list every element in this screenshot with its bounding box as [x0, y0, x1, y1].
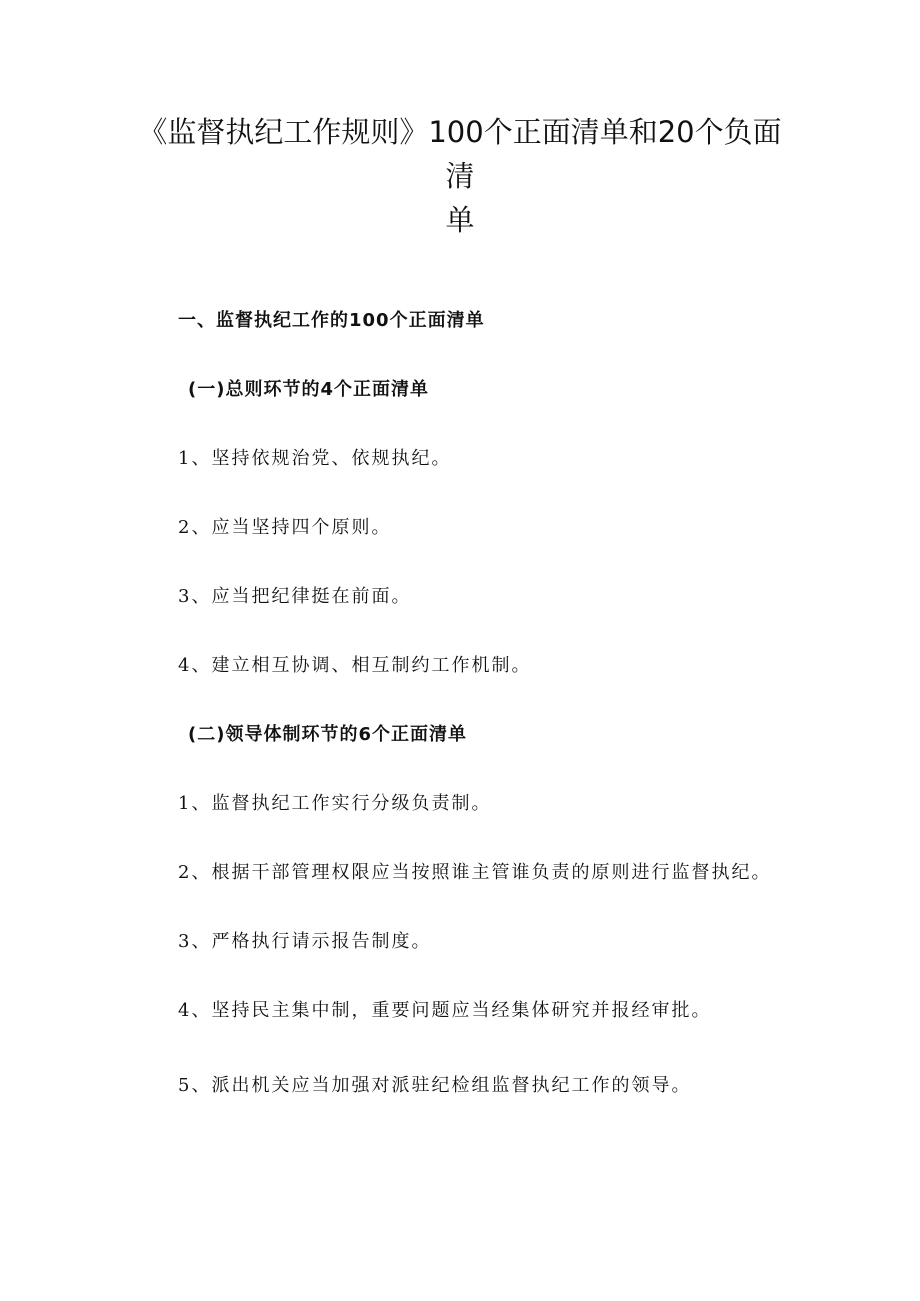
- list-item: 3、严格执行请示报告制度。: [178, 931, 432, 952]
- subsection-heading: (一)总则环节的4个正面清单: [188, 379, 429, 400]
- title-line-2: 单: [445, 203, 475, 237]
- section-heading: 一、监督执纪工作的100个正面清单: [178, 310, 485, 331]
- document-title: [130, 110, 790, 242]
- subsection-heading: (二)领导体制环节的6个正面清单: [188, 724, 467, 745]
- list-item: 4、坚持民主集中制，重要问题应当经集体研究并报经审批。: [178, 1000, 712, 1021]
- list-item: 1、坚持依规治党、依规执纪。: [178, 448, 452, 469]
- list-item: 5、派出机关应当加强对派驻纪检组监督执纪工作的领导。: [178, 1075, 692, 1096]
- title-line-1: 《监督执纪工作规则》100个正面清单和20个负面清: [138, 115, 782, 193]
- list-item: 4、建立相互协调、相互制约工作机制。: [178, 655, 532, 676]
- list-item: 2、根据干部管理权限应当按照谁主管谁负责的原则进行监督执纪。: [178, 862, 772, 883]
- list-item: 3、应当把纪律挺在前面。: [178, 586, 412, 607]
- list-item: 2、应当坚持四个原则。: [178, 517, 392, 538]
- list-item: 1、监督执纪工作实行分级负责制。: [178, 793, 492, 814]
